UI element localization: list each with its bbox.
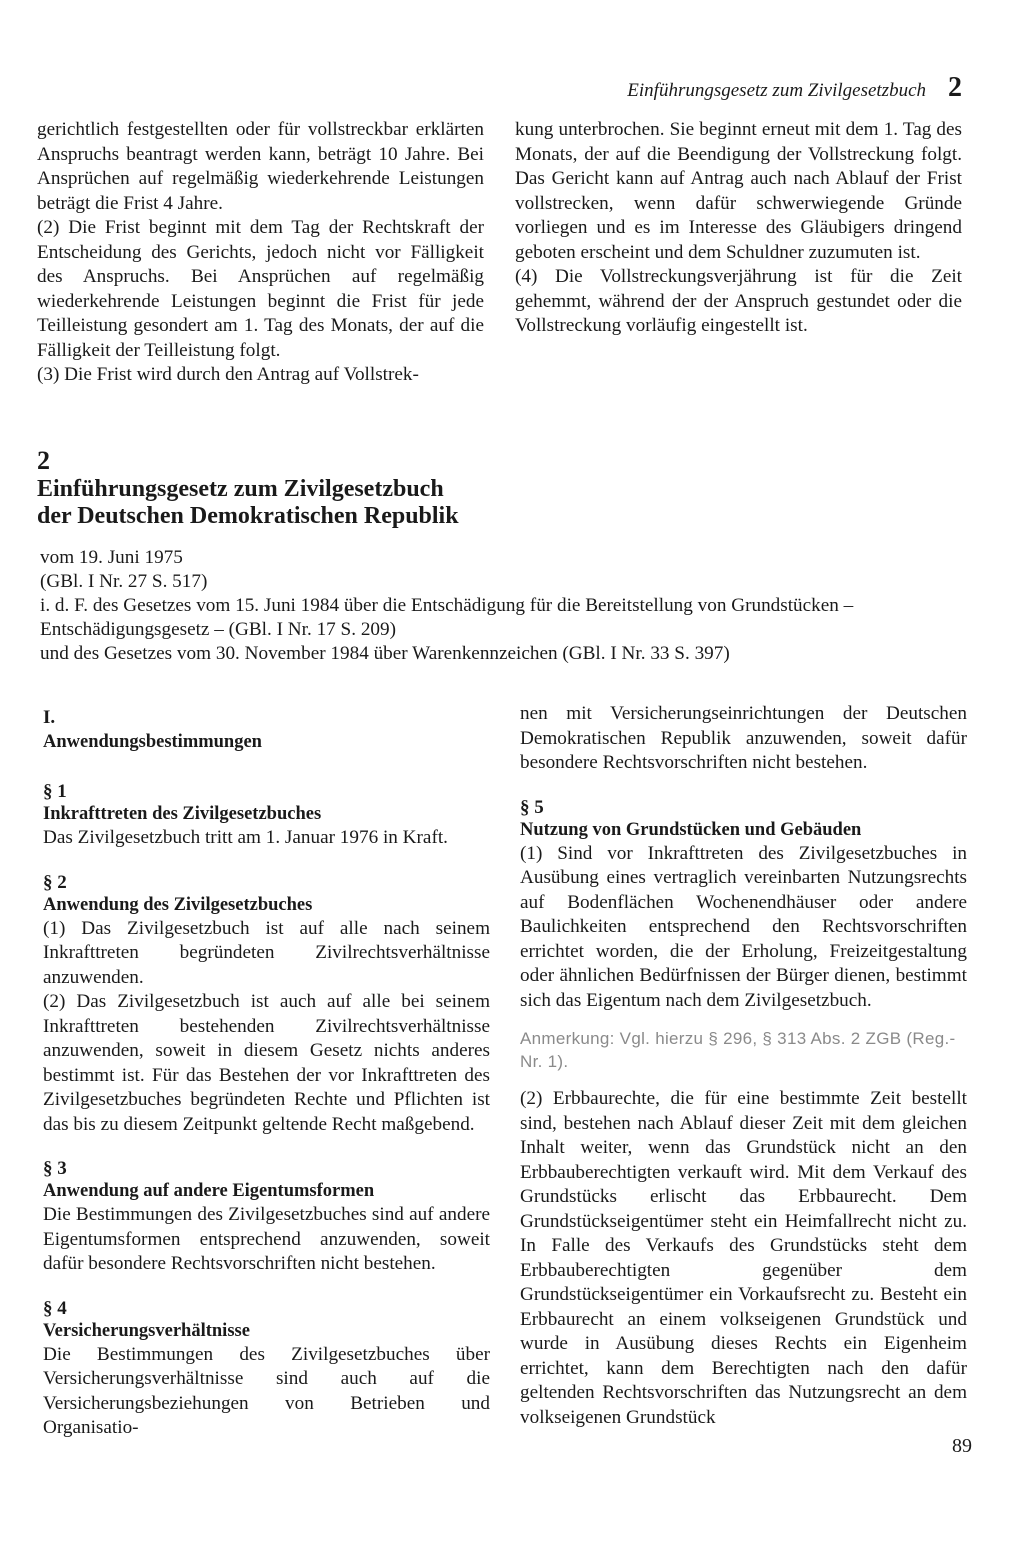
running-title: Einführungsgesetz zum Zivilgesetzbuch xyxy=(627,80,926,101)
law-gazette-reference: (GBl. I Nr. 27 S. 517) xyxy=(40,571,208,592)
paragraph: gerichtlich festgestellten oder für vollstreckbar erklärten Anspruchs beantragt werden kann, beträgt 10 Jahre. Bei Ansprüchen auf regelmäßig wiederkehrende Leistungen beträgt die Frist 4 Jahre. xyxy=(37,119,484,214)
section-2-number: § 2 xyxy=(43,871,67,893)
running-law-number: 2 xyxy=(948,72,962,103)
law-number: 2 xyxy=(37,446,50,475)
continuation-right-column xyxy=(515,118,962,339)
section-5-paragraph-2: (2) Erbbaurechte, die für eine bestimmte Zeit bestellt sind, bestehen nach Ablauf dieser Zeit mit dem gleichen Inhalt weiter, wenn das Grundstück nicht an den Erbbauberechtigten verkauft wird. Mit dem Verkauf des Grundstücks erlischt das Erbbaurecht. Dem Grundstückseigentümer steht ein Heimfallrecht nicht zu. In Falle des Verkaufs des Grundstücks steht dem Erbbauberechtigten gegenüber dem Grundstückseigentümer ein Vorkaufsrecht zu. Besteht ein Erbbaurecht an einem volkseigenen Grundstück und wurde in Ausübung dieses Rechts ein Eigenheim errichtet, kann dem Berechtigten nach den dafür geltenden Rechtsvorschriften das Nutzungsrecht an dem volkseigenen Grundstück xyxy=(520,1088,967,1428)
paragraph: (4) Die Vollstreckungsverjährung ist für die Zeit gehemmt, während der der Anspruch gestundet oder die Vollstreckung vorläufig eingestellt ist. xyxy=(515,266,962,336)
section-2-title: Anwendung des Zivilgesetzbuches xyxy=(43,894,313,915)
law-title-line-2: der Deutschen Demokratischen Republik xyxy=(37,503,459,529)
paragraph: (3) Die Frist wird durch den Antrag auf Vollstrek- xyxy=(37,364,419,385)
section-1-number: § 1 xyxy=(43,781,67,802)
section-4-title: Versicherungsverhältnisse xyxy=(43,1320,250,1341)
section-1-text: Das Zivilgesetzbuch tritt am 1. Januar 1976 in Kraft. xyxy=(43,827,448,848)
law-amendment-1: i. d. F. des Gesetzes vom 15. Juni 1984 über die Entschädigung für die Bereitstellung von Grundstücken – Entschädigungsgesetz – (GBl. I Nr. 17 S. 209) xyxy=(40,595,854,640)
law-title-line-1: Einführungsgesetz zum Zivilgesetzbuch xyxy=(37,476,444,502)
law-amendment-2: und des Gesetzes vom 30. November 1984 über Warenkennzeichen (GBl. I Nr. 33 S. 397) xyxy=(40,643,730,664)
law-metadata xyxy=(40,546,985,666)
section-2-paragraph-1: (1) Das Zivilgesetzbuch ist auf alle nach seinem Inkrafttreten begründeten Zivilrechtsverhältnisse anzuwenden. xyxy=(43,917,490,988)
law-heading xyxy=(37,446,987,530)
section-2-paragraph-2: (2) Das Zivilgesetzbuch ist auch auf alle bei seinem Inkrafttreten bestehenden Zivilrechtsverhältnisse anzuwenden, soweit in diesem Gesetz nichts anderes bestimmt ist. Für das Bestehen der vor Inkrafttreten des Zivilgesetzbuches begründeten Rechte und Pflichten ist das bis zu diesem Zeitpunkt geltende Recht maßgebend. xyxy=(43,991,490,1135)
section-5-title: Nutzung von Grundstücken und Gebäuden xyxy=(520,819,862,840)
part-number: I. xyxy=(43,707,56,728)
section-5-paragraph-1: (1) Sind vor Inkrafttreten des Zivilgesetzbuches in Ausübung eines vertraglich vereinbarten Nutzungsrechts auf Bodenflächen Wochenendhäuser oder andere Baulichkeiten entsprechend den Rechtsvorschriften errichtet worden, die der Erholung, Freizeitgestaltung oder ähnlichen Bedürfnissen der Bürger dienen, bestimmt sich das Eigentum nach dem Zivilgesetzbuch. xyxy=(520,842,967,1011)
section-4-text-continued: nen mit Versicherungseinrichtungen der Deutschen Demokratischen Republik anzuwenden, soweit dafür besondere Rechtsvorschriften nicht bestehen. xyxy=(520,703,967,773)
page-number: 89 xyxy=(952,1435,972,1457)
main-left-column xyxy=(43,706,490,1441)
law-date: vom 19. Juni 1975 xyxy=(40,547,183,568)
section-1-title: Inkrafttreten des Zivilgesetzbuches xyxy=(43,804,322,824)
section-4-number: § 4 xyxy=(43,1297,67,1319)
paragraph: (2) Die Frist beginnt mit dem Tag der Rechtskraft der Entscheidung des Gerichts, jedoch nicht vor Fälligkeit des Anspruchs. Bei Ansprüchen auf regelmäßig wiederkehrende Leistungen beginnt die Frist für jede Teilleistung gesondert am 1. Tag des Monats, der auf die Fälligkeit der Teilleistung folgt. xyxy=(37,217,484,361)
running-header xyxy=(627,72,962,104)
continuation-left-column xyxy=(37,118,484,388)
section-5-number: § 5 xyxy=(520,796,544,818)
paragraph: kung unterbrochen. Sie beginnt erneut mit dem 1. Tag des Monats, der auf die Beendigung der Vollstreckung folgt. Das Gericht kann auf Antrag auch nach Ablauf der Frist vollstrecken, wenn dafür schwerwiegende Gründe vorliegen und es im Interesse des Gläubigers dringend geboten erscheint und dem Schuldner zuzumuten ist. xyxy=(515,119,962,263)
section-5-annotation: Anmerkung: Vgl. hierzu § 296, § 313 Abs. 2 ZGB (Reg.-Nr. 1). xyxy=(520,1029,956,1071)
main-right-column xyxy=(520,702,967,1430)
part-title: Anwendungsbestimmungen xyxy=(43,732,262,752)
section-4-text: Die Bestimmungen des Zivilgesetzbuches über Versicherungsverhältnisse sind auch auf die Versicherungsbeziehungen von Betrieben und Organisatio- xyxy=(43,1343,490,1438)
section-3-number: § 3 xyxy=(43,1158,67,1179)
section-3-text: Die Bestimmungen des Zivilgesetzbuches sind auf andere Eigentumsformen entsprechend anzuwenden, soweit dafür besondere Rechtsvorschriften nicht bestehen. xyxy=(43,1204,490,1274)
section-3-title: Anwendung auf andere Eigentumsformen xyxy=(43,1181,375,1201)
